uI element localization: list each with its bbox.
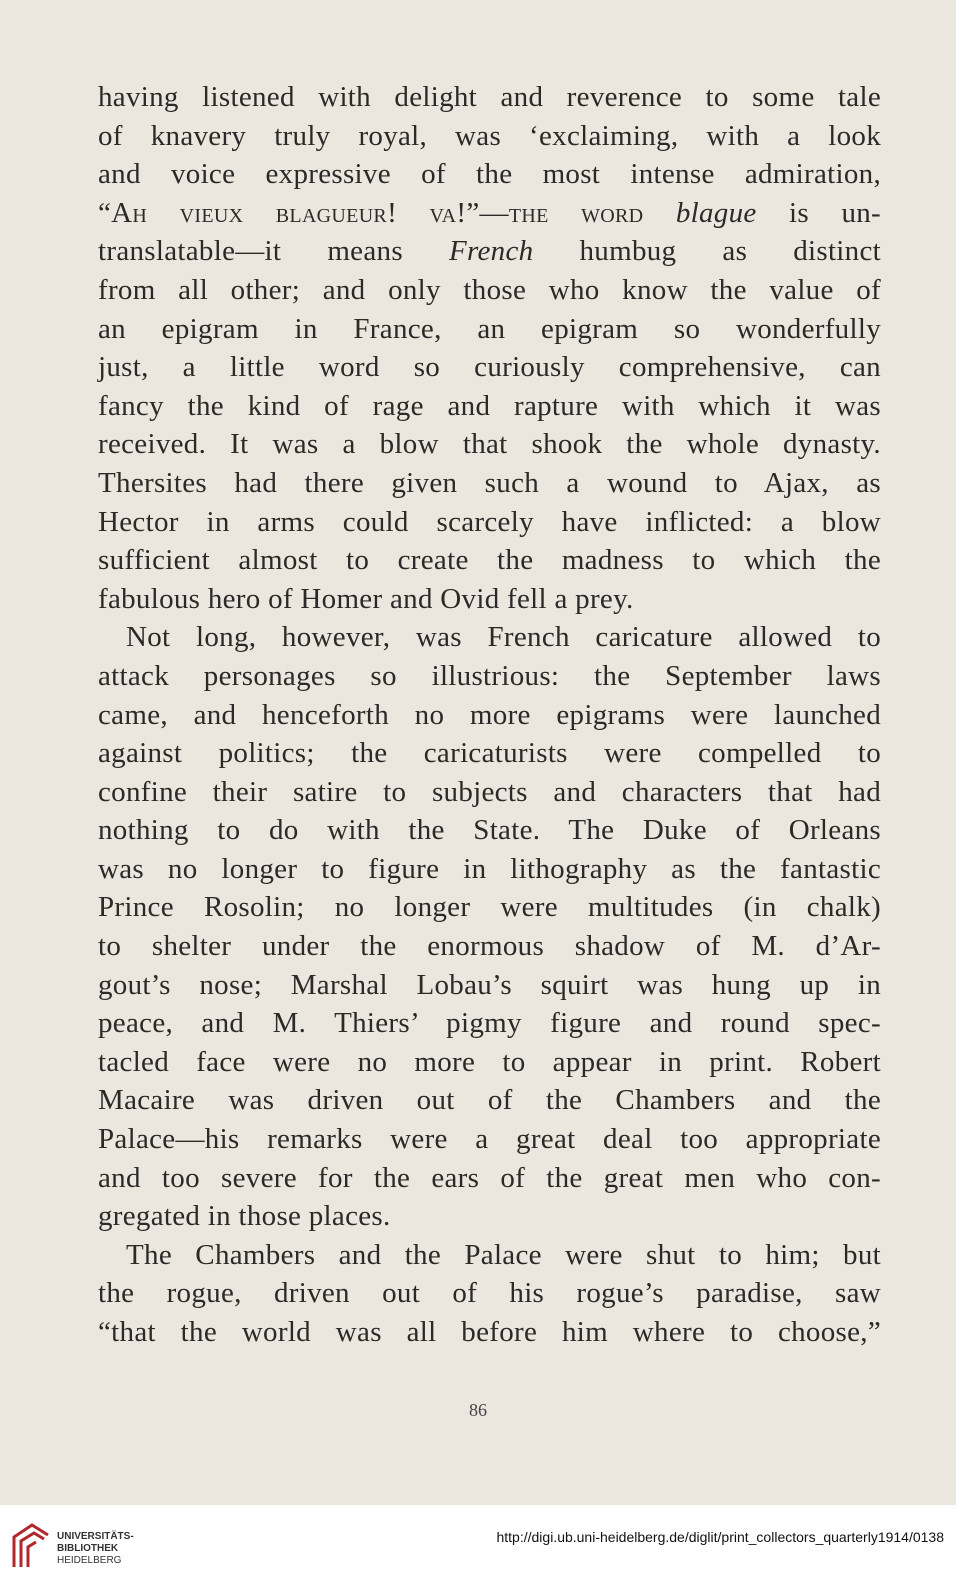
text-line: and voice expressive of the most intense admiration, — [98, 158, 881, 191]
text-line-segment: is un- — [756, 196, 881, 229]
text-line: fancy the kind of rage and rapture with which it was — [98, 389, 881, 422]
text-line: confine their satire to subjects and characters that had — [98, 775, 881, 808]
text-line: Thersites had there given such a wound to Ajax, as — [98, 466, 881, 499]
library-name-line1: UNIVERSITÄTS- — [57, 1531, 134, 1542]
library-name-line2: BIBLIOTHEK — [57, 1543, 119, 1554]
text-line: attack personages so illustrious: the September laws — [98, 659, 881, 692]
text-line: having listened with delight and reverence to some tale — [98, 81, 881, 113]
text-line: was no longer to figure in lithography as the fantastic — [98, 852, 881, 885]
text-line: just, a little word so curiously comprehensive, can — [98, 351, 881, 384]
text-line: from all other; and only those who know the value of — [98, 273, 881, 306]
text-line: nothing to do with the State. The Duke of Orleans — [98, 814, 881, 847]
text-line: Palace—his remarks were a great deal too appropriate — [98, 1123, 881, 1156]
text-line: an epigram in France, an epigram so wonderfully — [98, 312, 881, 345]
text-line: fabulous hero of Homer and Ovid fell a prey. — [98, 582, 634, 615]
text-line: to shelter under the enormous shadow of M. d’Ar- — [98, 930, 881, 963]
text-line: came, and henceforth no more epigrams were launched — [98, 698, 881, 731]
text-line-segment: “Ah vieux blagueur! va!”—the word — [98, 196, 676, 229]
text-line-segment: blague — [675, 196, 757, 229]
body-text — [98, 78, 881, 1352]
text-line: and too severe for the ears of the great men who con- — [98, 1161, 881, 1194]
text-line: The Chambers and the Palace were shut to him; but — [126, 1238, 881, 1271]
text-line — [98, 232, 881, 271]
library-name — [57, 1531, 134, 1567]
text-line: of knavery truly royal, was ‘exclaiming, with a look — [98, 119, 881, 152]
text-line — [98, 194, 881, 233]
text-line: tacled face were no more to appear in print. Robert — [98, 1045, 881, 1078]
text-line: Not long, however, was French caricature allowed to — [126, 621, 881, 654]
text-line: against politics; the caricaturists were compelled to — [98, 737, 881, 770]
library-name-line3: HEIDELBERG — [57, 1555, 122, 1566]
footer-bar — [0, 1505, 956, 1583]
text-line: Hector in arms could scarcely have inflicted: a blow — [98, 505, 881, 538]
page-number: 86 — [469, 1400, 487, 1420]
text-line: the rogue, driven out of his rogue’s paradise, saw — [98, 1277, 881, 1310]
text-line: Prince Rosolin; no longer were multitudes (in chalk) — [98, 891, 881, 924]
text-line-segment: humbug as distinct — [533, 235, 881, 268]
text-line: sufficient almost to create the madness to which the — [98, 544, 881, 577]
text-line-segment: translatable—it means — [98, 235, 449, 268]
ub-heidelberg-logo-icon — [10, 1523, 52, 1569]
text-line: “that the world was all before him where to choose,” — [98, 1316, 881, 1348]
text-line: received. It was a blow that shook the whole dynasty. — [98, 428, 881, 461]
source-url-link[interactable]: http://digi.ub.uni-heidelberg.de/diglit/print_collectors_quarterly1914/0138 — [496, 1529, 944, 1545]
text-line: gout’s nose; Marshal Lobau’s squirt was hung up in — [98, 968, 881, 1001]
text-line: gregated in those places. — [98, 1200, 391, 1233]
text-line: Macaire was driven out of the Chambers and the — [98, 1084, 881, 1117]
text-line-segment: French — [448, 235, 534, 268]
text-line: peace, and M. Thiers’ pigmy figure and round spec- — [98, 1007, 881, 1040]
